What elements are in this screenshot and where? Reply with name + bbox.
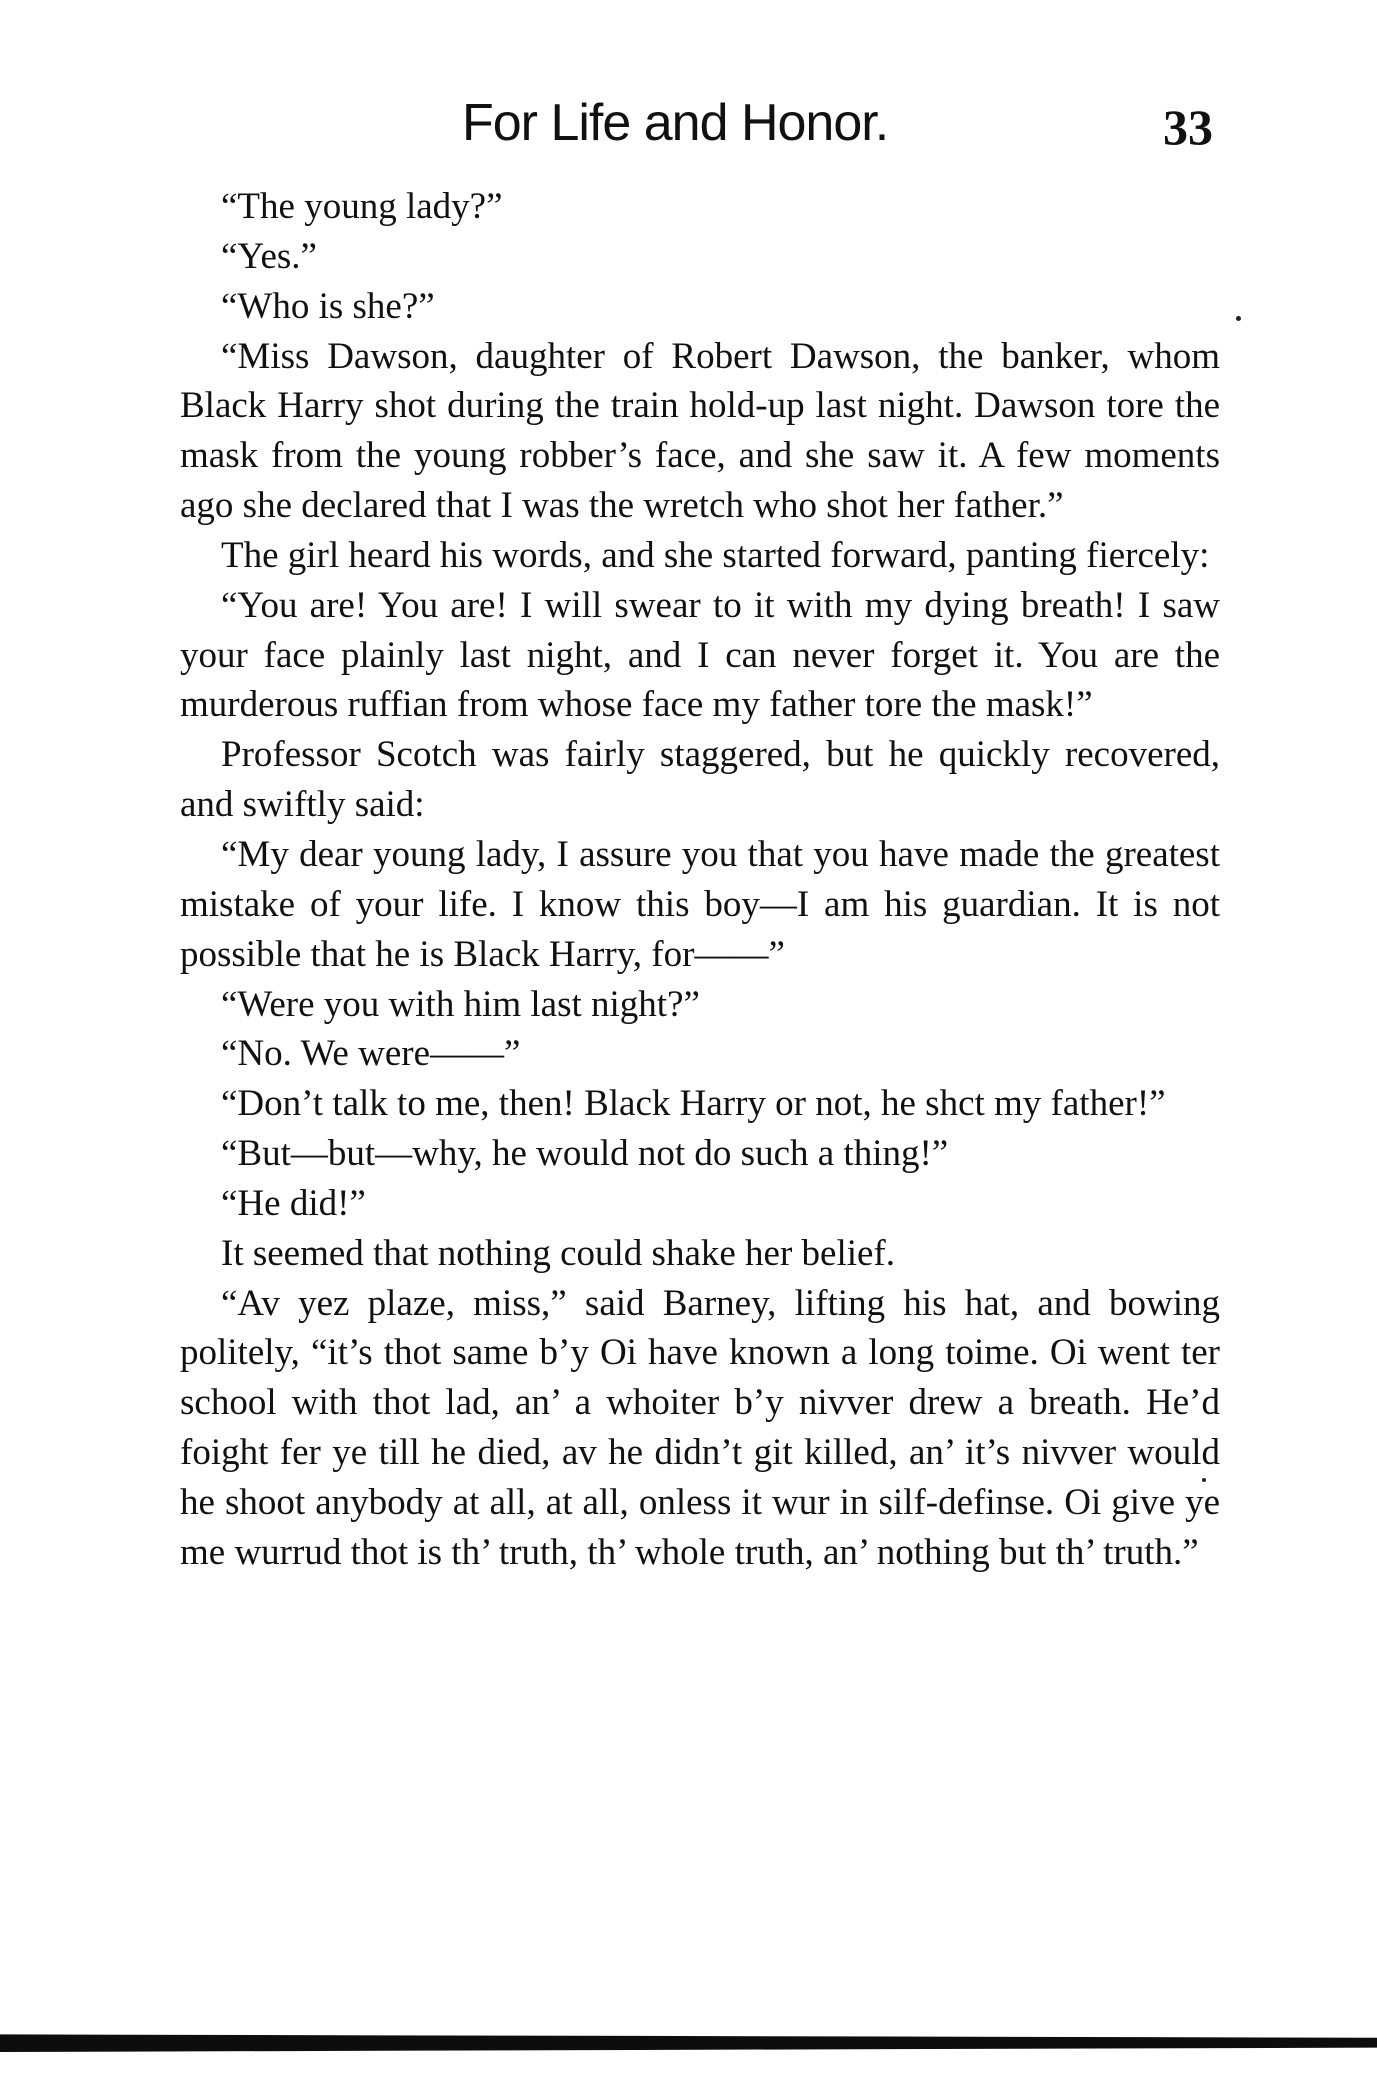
paragraph: “My dear young lady, I assure you that you have made the greatest mistake of your life. I know this boy—I am his guardian. It is not possible that he is Black Harry, for——” — [180, 833, 1220, 975]
body-text — [180, 182, 1220, 1578]
bottom-rule — [0, 2030, 1377, 2052]
paragraph: Professor Scotch was fairly staggered, but he quickly recovered, and swiftly said: — [180, 734, 1220, 826]
paragraph: It seemed that nothing could shake her belief. — [221, 1232, 896, 1274]
page-header — [0, 88, 1377, 158]
running-title: For Life and Honor. — [462, 94, 889, 152]
page-number: 33 — [1163, 99, 1213, 155]
paragraph: “Miss Dawson, daughter of Robert Dawson, the banker, whom Black Harry shot during the train hold-up last night. Dawson tore the mask from the young robber’s face, and she saw it. A few moments ago she declared that I was the wretch who shot her father.” — [180, 335, 1220, 527]
paragraph: “Av yez plaze, miss,” said Barney, lifting his hat, and bowing politely, “it’s thot same b’y Oi have known a long toime. Oi went ter school with thot lad, an’ a whoiter b’y nivver drew a breath. He’d foight fer ye till he died, av he didn’t git killed, an’ it’s nivver would he shoot anybody at all, at all, onless it wur in silf-definse. Oi give ye me wurrud thot is th’ truth, th’ whole truth, an’ nothing but th’ truth.” — [180, 1282, 1220, 1573]
paragraph: “But—but—why, he would not do such a thing!” — [221, 1133, 949, 1175]
paragraph: “Were you with him last night?” — [221, 983, 700, 1025]
paragraph: “You are! You are! I will swear to it with my dying breath! I saw your face plainly last night, and I can never forget it. You are the murderous ruffian from whose face my father tore the mask!” — [180, 584, 1220, 726]
ink-speck — [1202, 1478, 1206, 1482]
paragraph: “He did!” — [221, 1182, 366, 1224]
paragraph: The girl heard his words, and she started forward, panting fiercely: — [221, 534, 1210, 576]
ink-speck — [1236, 316, 1241, 321]
paragraph: “Who is she?” — [221, 285, 435, 327]
paragraph: “The young lady?” — [221, 186, 503, 227]
paragraph: “Yes.” — [221, 235, 317, 277]
paragraph: “Don’t talk to me, then! Black Harry or not, he shct my father!” — [221, 1083, 1166, 1125]
paragraph: “No. We were——” — [221, 1033, 521, 1075]
